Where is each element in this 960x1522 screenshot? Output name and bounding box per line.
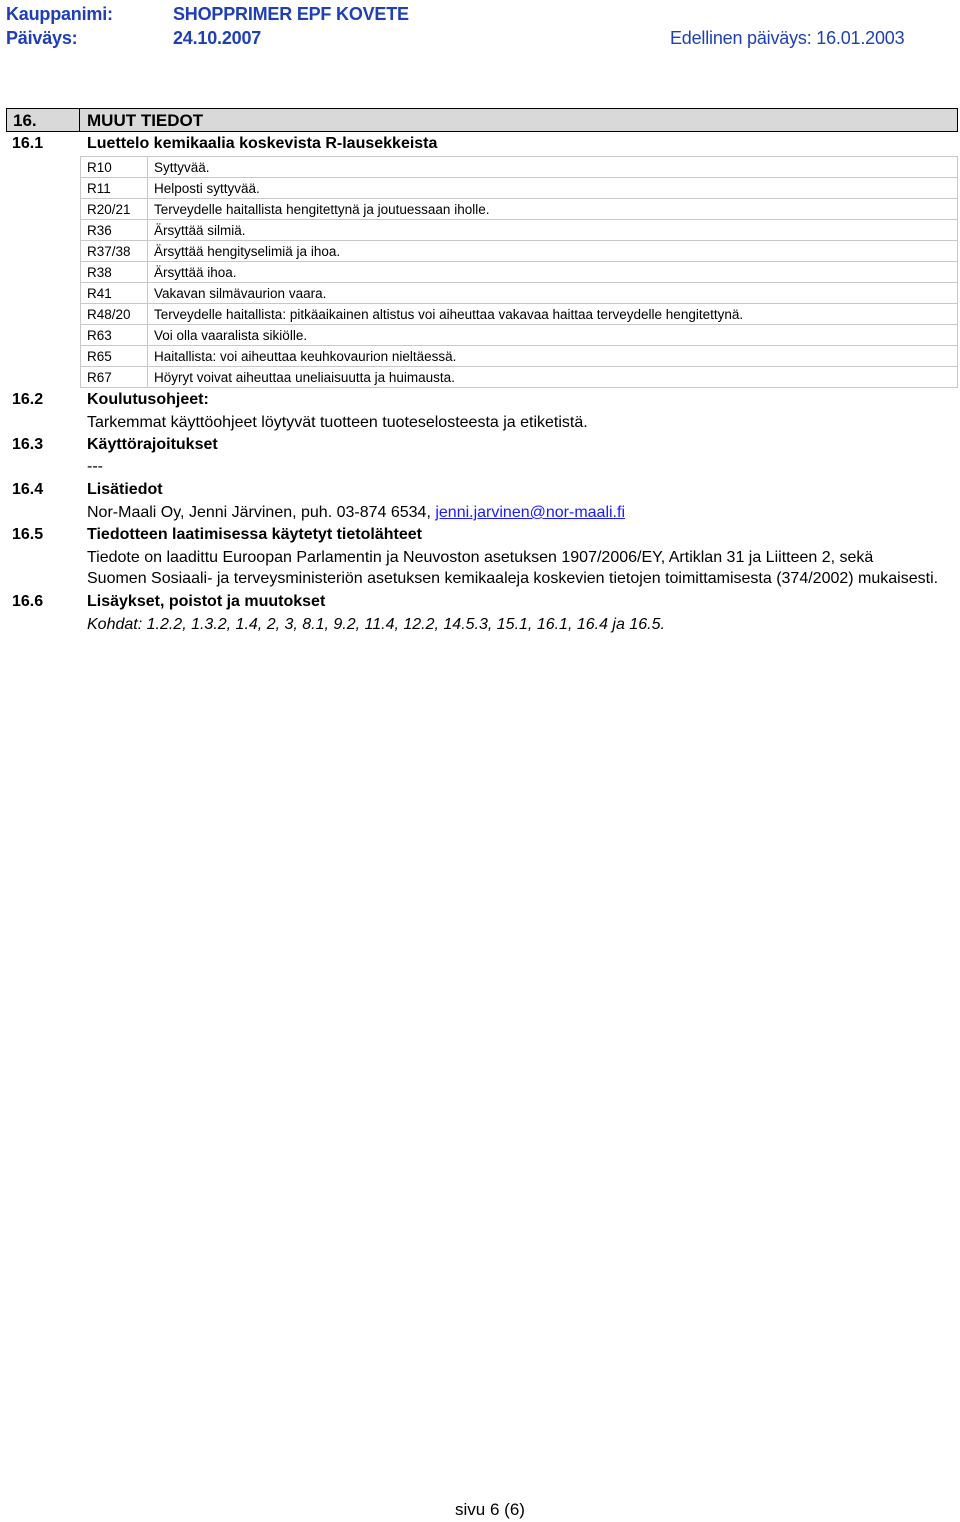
table-row <box>81 262 958 283</box>
r-code: R38 <box>81 262 148 283</box>
r-text: Voi olla vaaralista sikiölle. <box>148 325 958 346</box>
section-title: MUUT TIEDOT <box>87 111 204 130</box>
r-phrase-table <box>80 156 958 388</box>
r-text: Ärsyttää ihoa. <box>148 262 958 283</box>
table-row <box>81 199 958 220</box>
company-label: Kauppanimi: <box>6 4 113 24</box>
r-code: R63 <box>81 325 148 346</box>
subsection-16-2-title: Koulutusohjeet: <box>87 391 209 408</box>
subsection-16-3-title: Käyttörajoitukset <box>87 436 218 453</box>
r-code: R10 <box>81 157 148 178</box>
r-text: Terveydelle haitallista hengitettynä ja joutuessaan iholle. <box>148 199 958 220</box>
table-row <box>81 241 958 262</box>
page-number: sivu 6 (6) <box>455 1500 525 1519</box>
r-code: R41 <box>81 283 148 304</box>
r-code: R65 <box>81 346 148 367</box>
r-text: Syttyvää. <box>148 157 958 178</box>
r-text: Helposti syttyvää. <box>148 178 958 199</box>
r-code: R67 <box>81 367 148 388</box>
subsection-16-3-number: 16.3 <box>12 436 44 453</box>
section-divider <box>79 109 80 131</box>
subsection-16-5-number: 16.5 <box>12 526 44 543</box>
subsection-16-5-line1: Tiedote on laadittu Euroopan Parlamentin ja Neuvoston asetuksen 1907/2006/EY, Artiklan 31 ja Liitteen 2, sekä <box>87 549 874 566</box>
r-code: R36 <box>81 220 148 241</box>
subsection-16-1-title: Luettelo kemikaalia koskevista R-lausekkeista <box>87 135 438 152</box>
r-code: R48/20 <box>81 304 148 325</box>
r-code: R37/38 <box>81 241 148 262</box>
r-text: Terveydelle haitallista: pitkäaikainen altistus voi aiheuttaa vakavaa haittaa terveydelle hengitettynä. <box>148 304 958 325</box>
section-header <box>6 108 958 132</box>
r-text: Höyryt voivat aiheuttaa uneliaisuutta ja huimausta. <box>148 367 958 388</box>
company-value: SHOPPRIMER EPF KOVETE <box>173 4 409 24</box>
table-row <box>81 346 958 367</box>
email-link[interactable]: jenni.jarvinen@nor-maali.fi <box>435 504 625 521</box>
subsection-16-6-title: Lisäykset, poistot ja muutokset <box>87 593 326 610</box>
date-value: 24.10.2007 <box>173 28 262 48</box>
contact-text: Nor-Maali Oy, Jenni Järvinen, puh. 03-874 6534, <box>87 504 436 521</box>
subsection-16-4-number: 16.4 <box>12 481 44 498</box>
subsection-16-4-text <box>87 504 625 522</box>
subsection-16-2-number: 16.2 <box>12 391 44 408</box>
table-row <box>81 283 958 304</box>
r-text: Vakavan silmävaurion vaara. <box>148 283 958 304</box>
r-code: R20/21 <box>81 199 148 220</box>
date-label: Päiväys: <box>6 28 78 48</box>
table-row <box>81 367 958 388</box>
section-number: 16. <box>13 111 37 130</box>
previous-date: Edellinen päiväys: 16.01.2003 <box>670 28 905 48</box>
document-header <box>6 4 956 58</box>
subsection-16-5-title: Tiedotteen laatimisessa käytetyt tietolähteet <box>87 526 422 543</box>
subsection-16-6-text: Kohdat: 1.2.2, 1.3.2, 1.4, 2, 3, 8.1, 9.2, 11.4, 12.2, 14.5.3, 15.1, 16.1, 16.4 ja 16.5. <box>87 616 665 633</box>
subsection-16-4-title: Lisätiedot <box>87 481 163 498</box>
subsection-16-5-line2: Suomen Sosiaali- ja terveysministeriön asetuksen kemikaaleja koskevien tietojen toimittamisesta (374/2002) mukaisesti. <box>87 570 939 587</box>
r-text: Ärsyttää hengityselimiä ja ihoa. <box>148 241 958 262</box>
table-row <box>81 220 958 241</box>
subsection-16-2-text: Tarkemmat käyttöohjeet löytyvät tuotteen tuoteselosteesta ja etiketistä. <box>87 414 588 431</box>
table-row <box>81 325 958 346</box>
table-row <box>81 157 958 178</box>
table-row <box>81 304 958 325</box>
subsection-16-1-number: 16.1 <box>12 135 44 152</box>
r-text: Haitallista: voi aiheuttaa keuhkovaurion nieltäessä. <box>148 346 958 367</box>
subsection-16-3-text: --- <box>87 458 103 475</box>
r-code: R11 <box>81 178 148 199</box>
subsection-16-6-number: 16.6 <box>12 593 44 610</box>
r-text: Ärsyttää silmiä. <box>148 220 958 241</box>
table-row <box>81 178 958 199</box>
